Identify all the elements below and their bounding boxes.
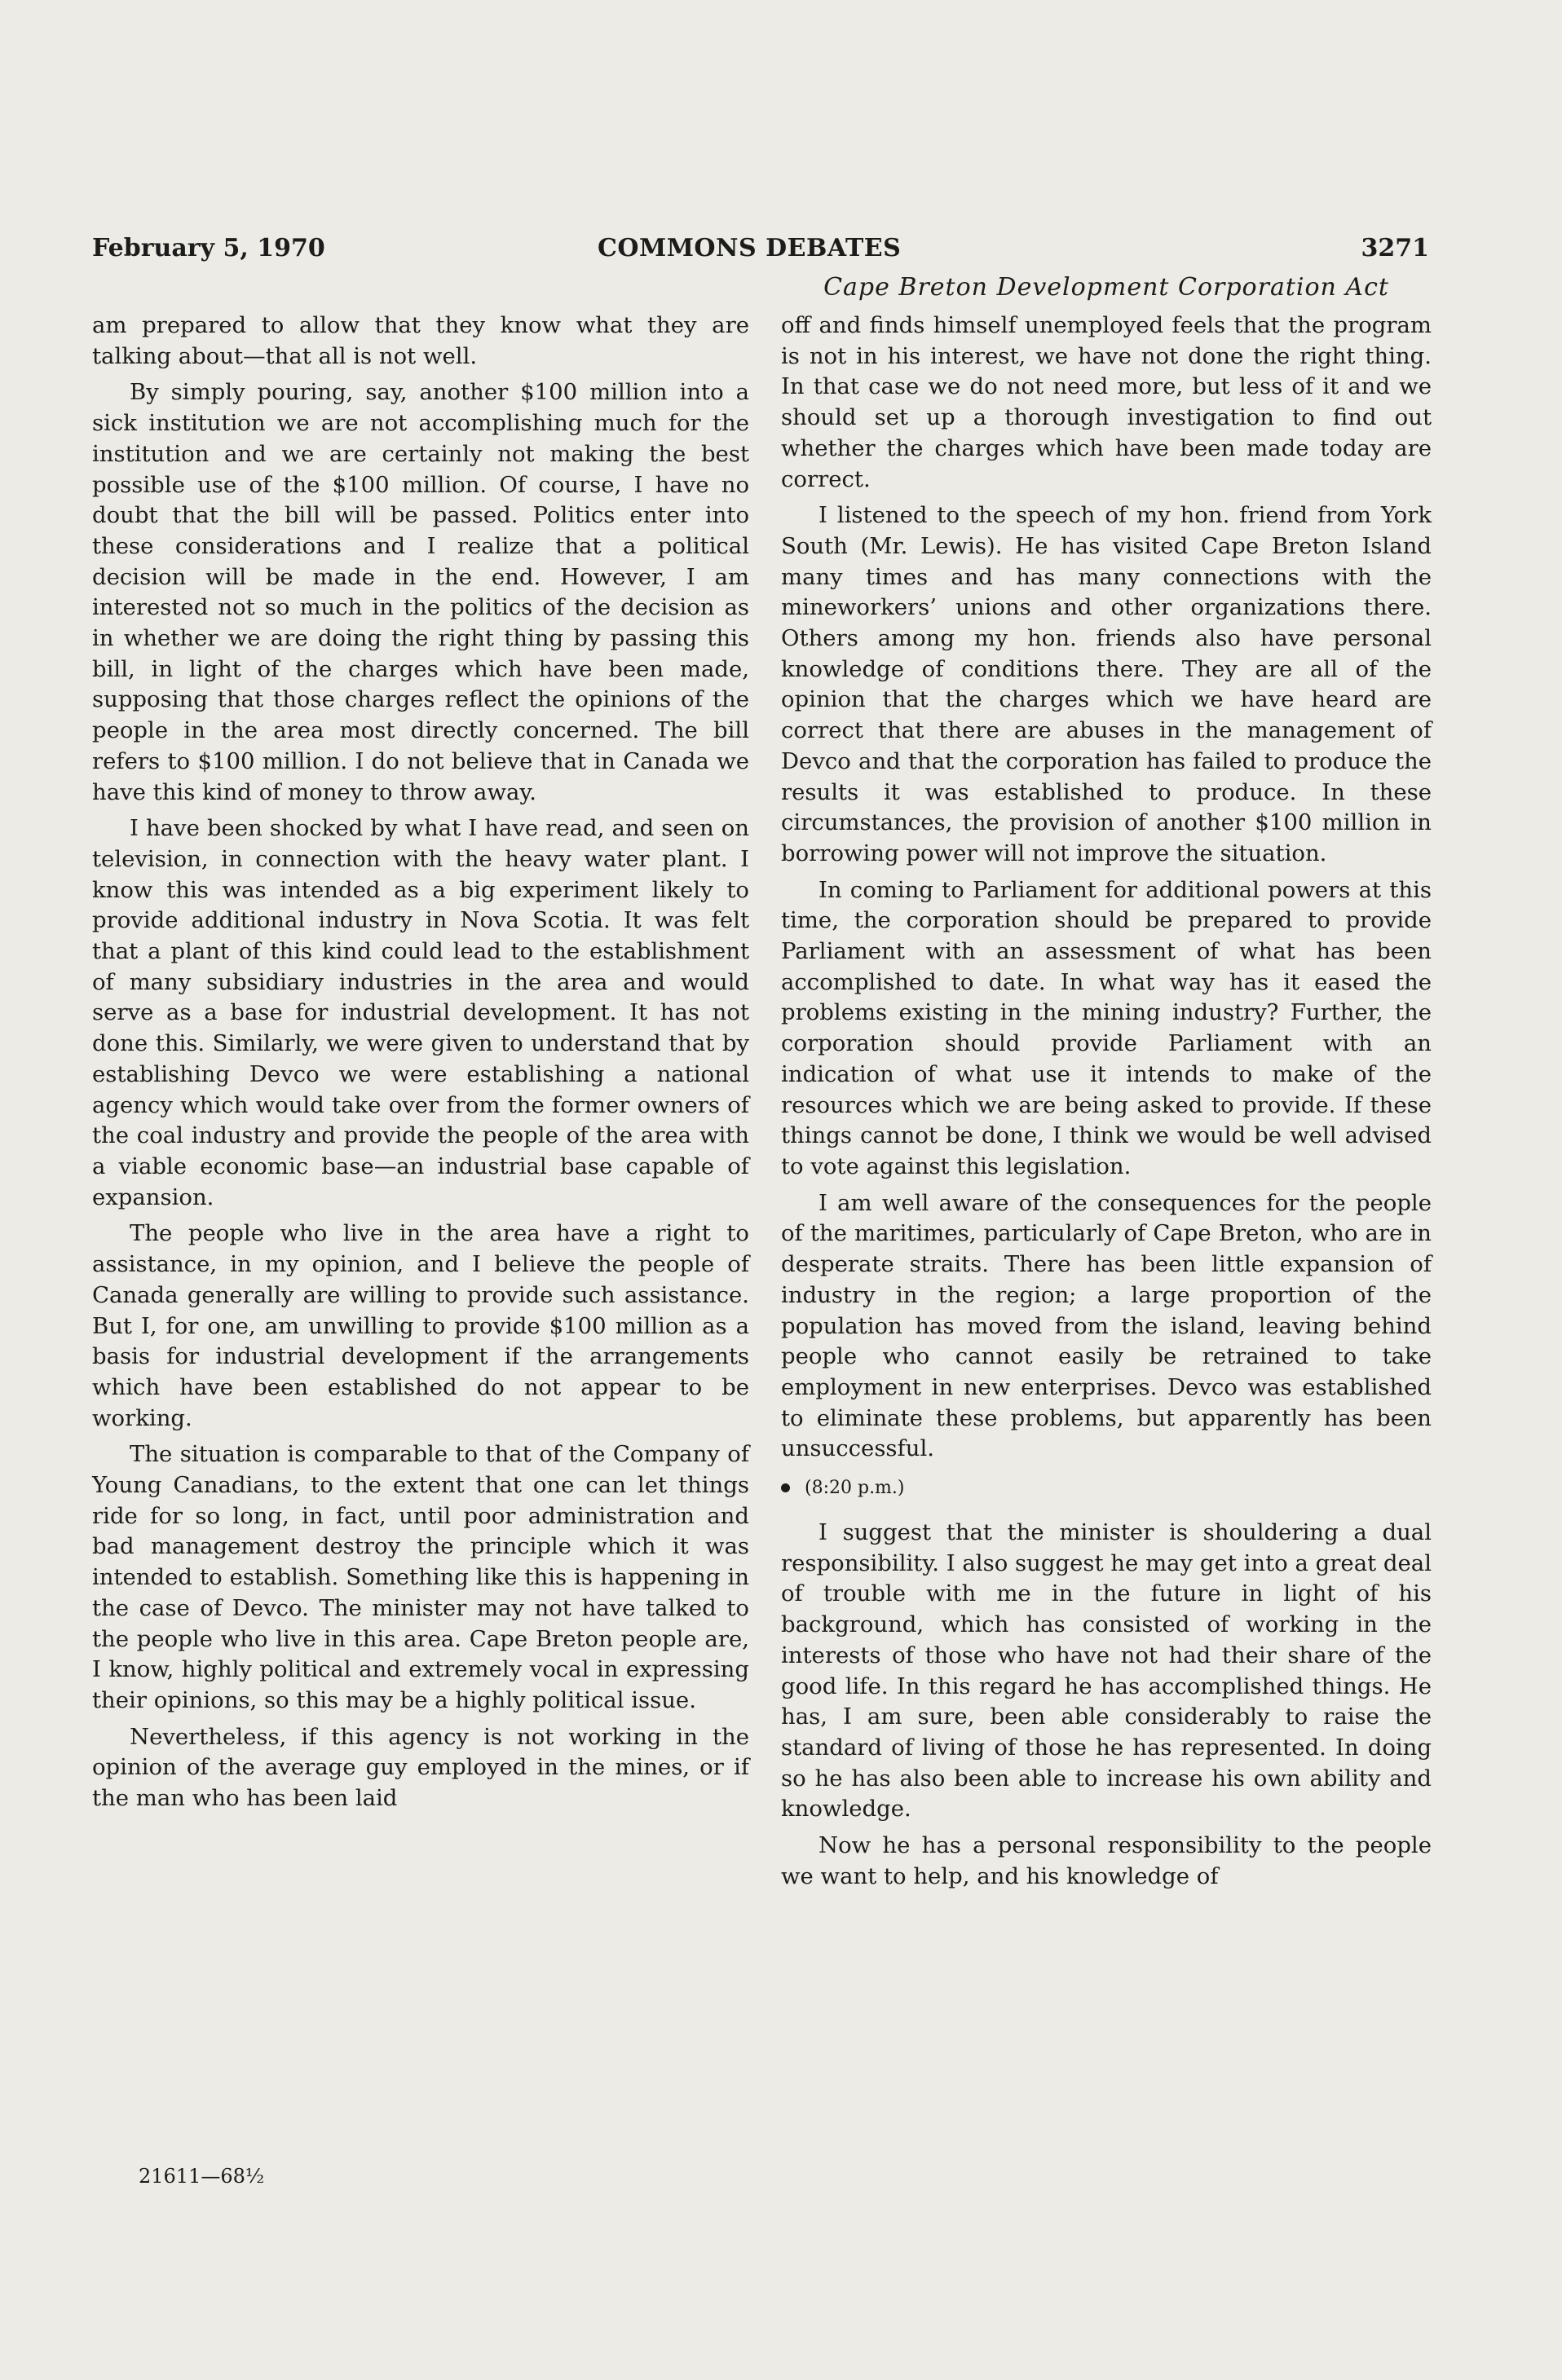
header-date: February 5, 1970 — [92, 234, 325, 262]
bullet-icon — [781, 1483, 790, 1492]
paragraph: By simply pouring, say, another $100 million into a sick institution we are not accomplishing much for the institution and we are certainly not making the best possible use of the $100 million. Of course, I have no doubt that the bill will be passed. Politics enter into these considerations and I realize that a political decision will be made in the end. However, I am interested not so much in the politics of the decision as in whether we are doing the right thing by passing this bill, in light of the charges which have been made, supposing that those charges reflect the opinions of the people in the area most directly concerned. The bill refers to $100 million. I do not believe that in Canada we have this kind of money to throw away. — [92, 379, 749, 805]
left-column — [92, 311, 749, 1820]
paragraph: I have been shocked by what I have read, and seen on television, in connection with the heavy water plant. I know this was intended as a big experiment likely to provide additional industry in Nova Scotia. It was felt that a plant of this kind could lead to the establishment of many subsidiary industries in the area and would serve as a base for industrial development. It has not done this. Similarly, we were given to understand that by establishing Devco we were establishing a national agency which would take over from the former owners of the coal industry and provide the people of the area with a viable economic base—an industrial base capable of expansion. — [92, 815, 749, 1210]
paragraph: off and finds himself unemployed feels that the program is not in his interest, we have not done the right thing. In that case we do not need more, but less of it and we should set up a thorough investigation to find out whether the charges which have been made today are correct. — [781, 312, 1432, 492]
paragraph: Now he has a personal responsibility to the people we want to help, and his knowledge of — [781, 1832, 1432, 1889]
paragraph: Nevertheless, if this agency is not working in the opinion of the average guy employed in the mines, or if the man who has been laid — [92, 1723, 749, 1812]
page-header — [92, 230, 1429, 267]
section-subheading: Cape Breton Development Corporation Act — [823, 273, 1389, 302]
footer-code: 21611—68½ — [139, 2165, 265, 2188]
right-column — [781, 311, 1432, 1897]
paragraph: am prepared to allow that they know what they are talking about—that all is not well. — [92, 312, 749, 369]
paragraph: In coming to Parliament for additional powers at this time, the corporation should be prepared to provide Parliament with an assessment of what has been accomplished to date. In what way has it eased the problems existing in the mining industry? Further, the corporation should provide Parliament with an indication of what use it intends to make of the resources which we are being asked to provide. If these things cannot be done, I think we would be well advised to vote against this legislation. — [781, 876, 1432, 1179]
paragraph: I am well aware of the consequences for the people of the maritimes, particularly of Cape Breton, who are in desperate straits. There has been little expansion of industry in the region; a large proportion of the population has moved from the island, leaving behind people who cannot easily be retrained to take employment in new enterprises. Devco was established to eliminate these problems, but apparently has been unsuccessful. — [781, 1189, 1432, 1462]
paragraph: The situation is comparable to that of the Company of Young Canadians, to the extent that one can let things ride for so long, in fact, until poor administration and bad management destroy the principle which it was intended to establish. Something like this is happening in the case of Devco. The minister may not have talked to the people who live in this area. Cape Breton people are, I know, highly political and extremely vocal in expressing their opinions, so this may be a highly political issue. — [92, 1441, 749, 1713]
paragraph: I listened to the speech of my hon. friend from York South (Mr. Lewis). He has visited Cape Breton Island many times and has many connections with the mineworkers’ unions and other organizations there. Others among my hon. friends also have personal knowledge of conditions there. They are all of the opinion that the charges which we have heard are correct that there are abuses in the management of Devco and that the corporation has failed to produce the results it was established to produce. In these circumstances, the provision of another $100 million in borrowing power will not improve the situation. — [781, 502, 1432, 866]
time-marker — [781, 1473, 1432, 1503]
time-marker-text: (8:20 p.m.) — [805, 1478, 905, 1499]
page-number: 3271 — [1361, 234, 1429, 262]
paragraph: The people who live in the area have a right to assistance, in my opinion, and I believe the people of Canada generally are willing to provide such assistance. But I, for one, am unwilling to provide $100 million as a basis for industrial development if the arrangements which have been established do not appear to be working. — [92, 1220, 749, 1431]
paragraph: I suggest that the minister is shouldering a dual responsibility. I also suggest he may get into a great deal of trouble with me in the future in light of his background, which has consisted of working in the interests of those who have not had their share of the good life. In this regard he has accomplished things. He has, I am sure, been able considerably to raise the standard of living of those he has represented. In doing so he has also been able to increase his own ability and knowledge. — [781, 1519, 1432, 1822]
header-title: COMMONS DEBATES — [598, 234, 902, 262]
